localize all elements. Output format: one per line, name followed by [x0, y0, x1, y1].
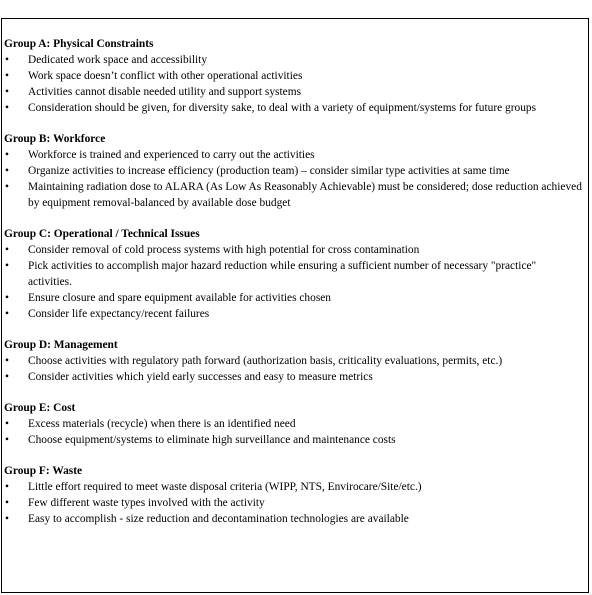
bullet-icon: •: [5, 70, 9, 82]
bullet-item: [4, 416, 586, 432]
bullet-text: Choose activities with regulatory path forward (authorization basis, criticality evaluations, permits, etc.): [28, 355, 503, 367]
bullet-item: [4, 100, 586, 116]
criteria-group: [4, 226, 586, 322]
bullet-item: [4, 290, 586, 306]
bullet-icon: •: [5, 165, 9, 177]
bullet-icon: •: [5, 54, 9, 66]
bullet-item: [4, 179, 586, 211]
group-heading: Group F: Waste: [4, 465, 83, 477]
bullet-text: Pick activities to accomplish major hazard reduction while ensuring a sufficient number of necessary "practice" activities.: [28, 260, 537, 288]
bullet-text: Activities cannot disable needed utility and support systems: [28, 86, 302, 98]
bullet-icon: •: [5, 513, 9, 525]
bullet-item: [4, 242, 586, 258]
bullet-icon: •: [5, 308, 9, 320]
bullet-text: Little effort required to meet waste disposal criteria (WIPP, NTS, Envirocare/Site/etc.): [28, 481, 422, 493]
bullet-item: [4, 258, 586, 290]
bullet-text: Workforce is trained and experienced to carry out the activities: [28, 149, 315, 161]
criteria-group: [4, 131, 586, 211]
bullet-item: [4, 52, 586, 68]
bullet-icon: •: [5, 149, 9, 161]
group-heading: Group E: Cost: [4, 402, 76, 414]
bullet-item: [4, 147, 586, 163]
group-heading: Group D: Management: [4, 339, 118, 351]
bullet-icon: •: [5, 418, 9, 430]
bullet-text: Consider life expectancy/recent failures: [28, 308, 210, 320]
criteria-group: [4, 463, 586, 527]
bullet-icon: •: [5, 260, 9, 272]
bullet-item: [4, 479, 586, 495]
group-heading: Group C: Operational / Technical Issues: [4, 228, 200, 240]
bullet-text: Consideration should be given, for diversity sake, to deal with a variety of equipment/systems for future groups: [28, 102, 537, 114]
group-heading: Group A: Physical Constraints: [4, 38, 154, 50]
bullet-icon: •: [5, 102, 9, 114]
bullet-icon: •: [5, 371, 9, 383]
bullet-text: Consider removal of cold process systems with high potential for cross contamination: [28, 244, 420, 256]
bullet-text: Maintaining radiation dose to ALARA (As Low As Reasonably Achievable) must be considered; dose reduction achieved by equipment removal-balanced by available dose budget: [28, 181, 582, 209]
bullet-icon: •: [5, 481, 9, 493]
bullet-item: [4, 495, 586, 511]
bullet-icon: •: [5, 244, 9, 256]
bullet-text: Dedicated work space and accessibility: [28, 54, 208, 66]
bullet-text: Consider activities which yield early successes and easy to measure metrics: [28, 371, 373, 383]
bullet-icon: •: [5, 292, 9, 304]
group-heading: Group B: Workforce: [4, 133, 106, 145]
bullet-item: [4, 163, 586, 179]
bullet-text: Organize activities to increase efficiency (production team) – consider similar type activities at same time: [28, 165, 510, 177]
bullet-text: Few different waste types involved with the activity: [28, 497, 265, 509]
bullet-item: [4, 84, 586, 100]
bullet-text: Ensure closure and spare equipment available for activities chosen: [28, 292, 332, 304]
bullet-item: [4, 306, 586, 322]
criteria-group: [4, 337, 586, 385]
bullet-item: [4, 369, 586, 385]
bullet-icon: •: [5, 434, 9, 446]
bullet-text: Easy to accomplish - size reduction and decontamination technologies are available: [28, 513, 409, 525]
bullet-text: Work space doesn’t conflict with other operational activities: [28, 70, 303, 82]
criteria-list: [4, 36, 586, 542]
criteria-group: [4, 400, 586, 448]
bullet-icon: •: [5, 181, 9, 193]
bullet-item: [4, 68, 586, 84]
bullet-item: [4, 353, 586, 369]
bullet-icon: •: [5, 497, 9, 509]
bullet-item: [4, 511, 586, 527]
bullet-text: Choose equipment/systems to eliminate high surveillance and maintenance costs: [28, 434, 396, 446]
bullet-icon: •: [5, 86, 9, 98]
criteria-group: [4, 36, 586, 116]
bullet-icon: •: [5, 355, 9, 367]
bullet-item: [4, 432, 586, 448]
bullet-text: Excess materials (recycle) when there is an identified need: [28, 418, 296, 430]
